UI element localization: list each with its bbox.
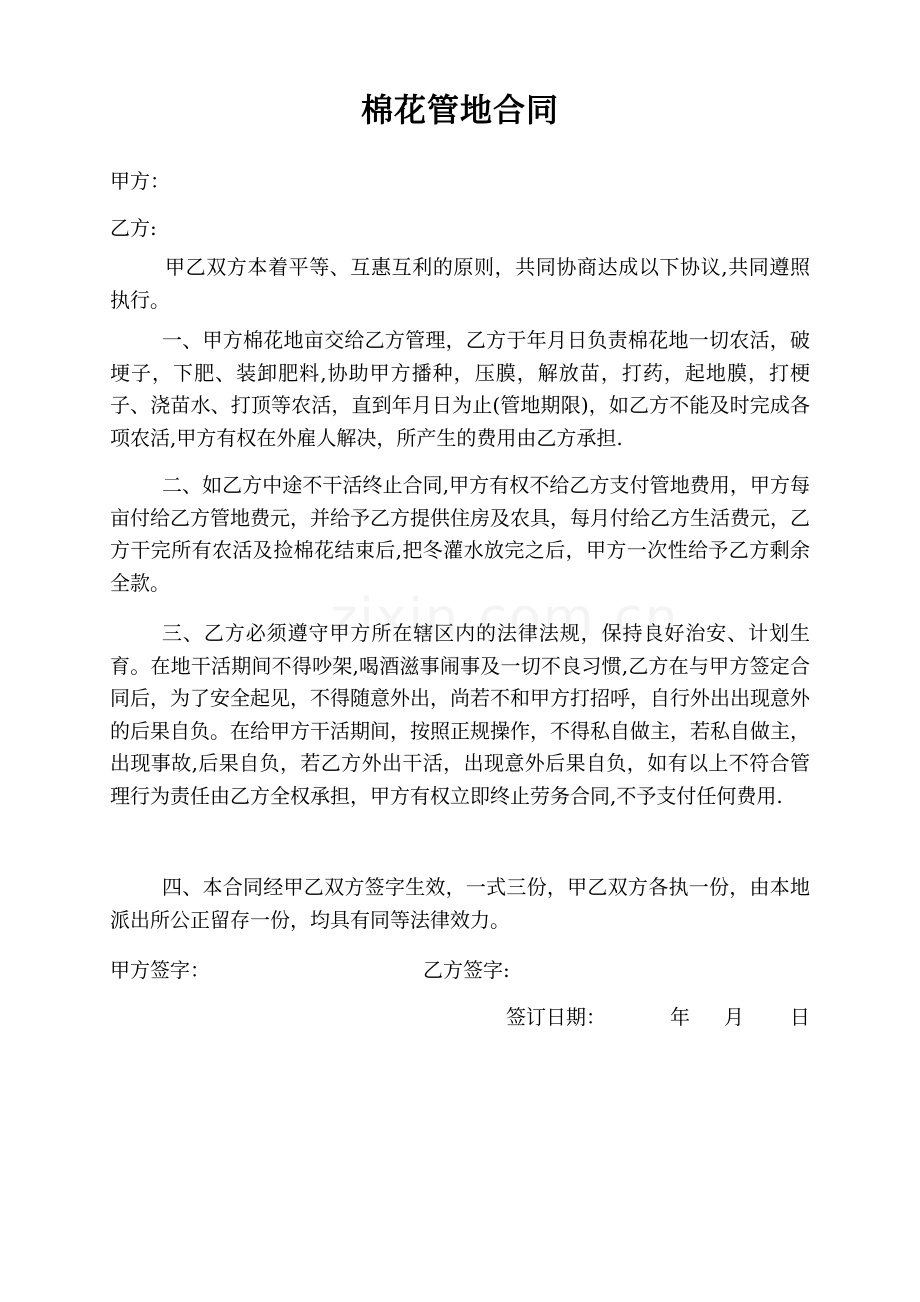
document-title: 棉花管地合同: [360, 91, 559, 129]
date-month-label: 月: [724, 1005, 744, 1029]
signing-date-label: 签订日期：: [506, 1005, 606, 1029]
party-a-signature-label: 甲方签字：: [110, 958, 210, 982]
party-b-label: 乙方:: [110, 216, 157, 240]
clause-1-paragraph: 一、甲方棉花地亩交给乙方管理，乙方于年月日负责棉花地一切农活，破埂子，下肥、装卸肥料,协助甲方播种，压膜，解放苗，打药，起地膜，打梗子、浇苗水、打顶等农活，直到年月日为止(管地期限)，如乙方不能及时完成各项农活,甲方有权在外雇人解决，所产生的费用由乙方承担.: [110, 328, 810, 450]
clause-4-paragraph: 四、本合同经甲乙双方签字生效，一式三份，甲乙双方各执一份，由本地派出所公正留存一份，均具有同等法律效力。: [110, 875, 810, 932]
party-a-label: 甲方：: [110, 169, 170, 193]
clause-2-paragraph: 二、如乙方中途不干活终止合同,甲方有权不给乙方支付管地费用，甲方每亩付给乙方管地费元，并给予乙方提供住房及农具，每月付给乙方生活费元，乙方干完所有农活及捡棉花结束后,把冬灌水放完之后，甲方一次性给予乙方剩余全款。: [110, 473, 810, 595]
date-year-label: 年: [670, 1005, 690, 1029]
clause-3-paragraph: 三、乙方必须遵守甲方所在辖区内的法律法规，保持良好治安、计划生育。在地干活期间不得吵架,喝酒滋事闹事及一切不良习惯,乙方在与甲方签定合同后，为了安全起见，不得随意外出，尚若不和甲方打招呼，自行外出出现意外的后果自负。在给甲方干活期间，按照正规操作，不得私自做主，若私自做主，出现事故,后果自负，若乙方外出干活，出现意外后果自负，如有以上不符合管理行为责任由乙方全权承担，甲方有权立即终止劳务合同,不予支付任何费用.: [110, 621, 810, 808]
date-day-label: 日: [790, 1005, 810, 1029]
party-b-signature-label: 乙方签字:: [423, 958, 510, 982]
preamble-paragraph: 甲乙双方本着平等、互惠互利的原则，共同协商达成以下协议,共同遵照执行。: [110, 255, 810, 312]
